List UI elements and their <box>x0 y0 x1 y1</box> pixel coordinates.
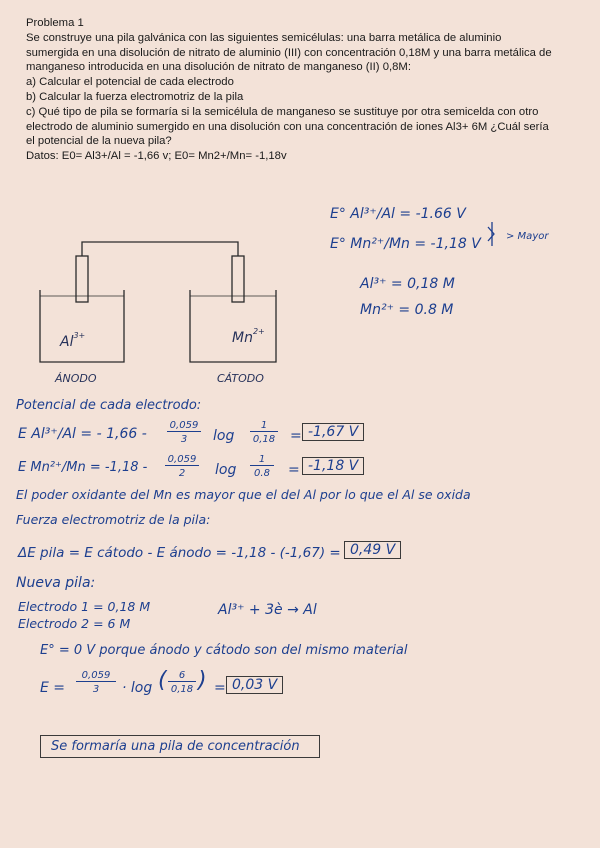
new-arg-den: 0,18 <box>170 684 194 695</box>
eq1-result-box: -1,67 V <box>302 423 364 441</box>
eq1-frac-num: 0,059 <box>167 420 201 432</box>
new-log: · log <box>122 680 153 696</box>
external-wire <box>82 242 238 256</box>
conc-al-note: Al³⁺ = 0,18 M <box>360 276 455 292</box>
heading-new-cell: Nueva pila: <box>16 575 96 591</box>
new-arg-num: 6 <box>168 670 196 682</box>
eq2-equals: = <box>288 462 300 478</box>
reduction-reaction: Al³⁺ + 3è → Al <box>218 602 317 618</box>
close-paren: ) <box>198 668 207 693</box>
problem-line: el potencial de la nueva pila? <box>26 135 172 148</box>
new-e-left: E = <box>40 680 66 696</box>
problem-line: Se construye una pila galvánica con las siguientes semicélulas: una barra metálica de aluminio <box>26 31 502 44</box>
open-paren: ( <box>158 668 167 693</box>
problem-line: c) Qué tipo de pila se formaría si la semicélula de manganeso se sustituye por otra semicelda con otro <box>26 105 539 118</box>
right-beaker <box>190 290 276 362</box>
e0-zero-statement: E° = 0 V porque ánodo y cátodo son del mismo material <box>40 643 408 658</box>
mayor-note: > Mayor <box>506 231 549 242</box>
problem-line: a) Calcular el potencial de cada electrodo <box>26 76 234 89</box>
new-frac-den: 3 <box>92 684 100 695</box>
eq2-arg-den: 0.8 <box>254 468 270 479</box>
e0-mn-note: E° Mn²⁺/Mn = -1,18 V <box>330 236 481 252</box>
problem-title: Problema 1 <box>26 17 84 29</box>
eq1-arg-num: 1 <box>250 420 278 432</box>
heading-electrode-potential: Potencial de cada electrodo: <box>16 398 202 413</box>
right-electrode <box>232 256 244 302</box>
electrode-2: Electrodo 2 = 6 M <box>18 616 131 631</box>
eq2-left: E Mn²⁺/Mn = -1,18 - <box>18 460 148 475</box>
problem-line: manganeso introducida en una disolución de nitrato de manganeso (II) 0,8M: <box>26 61 411 74</box>
eq1-log: log <box>213 428 235 444</box>
eq2-frac-den: 2 <box>178 468 186 479</box>
eq1-left: E Al³⁺/Al = - 1,66 - <box>18 426 147 442</box>
new-frac-num: 0,059 <box>76 670 116 682</box>
conc-mn-note: Mn²⁺ = 0.8 M <box>360 302 454 318</box>
problem-line: sumergida en una disolución de nitrato de aluminio (III) con concentración 0,18M y una barra metálica de <box>26 46 552 59</box>
problem-line: electrodo de aluminio sumergido en una disolución con una concentración de iones Al3+ 6M ¿Cuál sería <box>26 120 549 133</box>
left-beaker <box>40 290 124 362</box>
e0-al-note: E° Al³⁺/Al = -1.66 V <box>330 206 466 222</box>
conclusion-box: Se formaría una pila de concentración <box>40 735 320 758</box>
oxidation-statement: El poder oxidante del Mn es mayor que el del Al por lo que el Al se oxida <box>16 487 471 502</box>
left-solution-label: $Al^{3+}$ <box>60 331 86 350</box>
problem-line: Datos: E0= Al3+/Al = -1,66 v; E0= Mn2+/Mn= -1,18v <box>26 150 287 163</box>
emf-result-box: 0,49 V <box>344 541 401 559</box>
left-electrode <box>76 256 88 302</box>
right-solution-label: $Mn^{2+}$ <box>232 327 265 346</box>
problem-line: b) Calcular la fuerza electromotriz de la pila <box>26 90 244 103</box>
anode-label: ÁNODO <box>55 372 97 385</box>
cathode-label: CÁTODO <box>217 372 264 385</box>
new-equals: = <box>214 680 226 696</box>
electrode-1: Electrodo 1 = 0,18 M <box>18 599 151 614</box>
eq2-frac-num: 0,059 <box>165 454 199 466</box>
emf-equation: ΔE pila = E cátodo - E ánodo = -1,18 - (-1,67) = <box>18 545 341 561</box>
eq2-arg-num: 1 <box>250 454 274 466</box>
eq1-frac-den: 3 <box>180 434 188 445</box>
eq2-result-box: -1,18 V <box>302 457 364 475</box>
eq1-arg-den: 0,18 <box>252 434 276 445</box>
new-result-box: 0,03 V <box>226 676 283 694</box>
heading-emf: Fuerza electromotriz de la pila: <box>16 512 211 527</box>
eq1-equals: = <box>290 428 302 444</box>
eq2-log: log <box>215 462 237 478</box>
